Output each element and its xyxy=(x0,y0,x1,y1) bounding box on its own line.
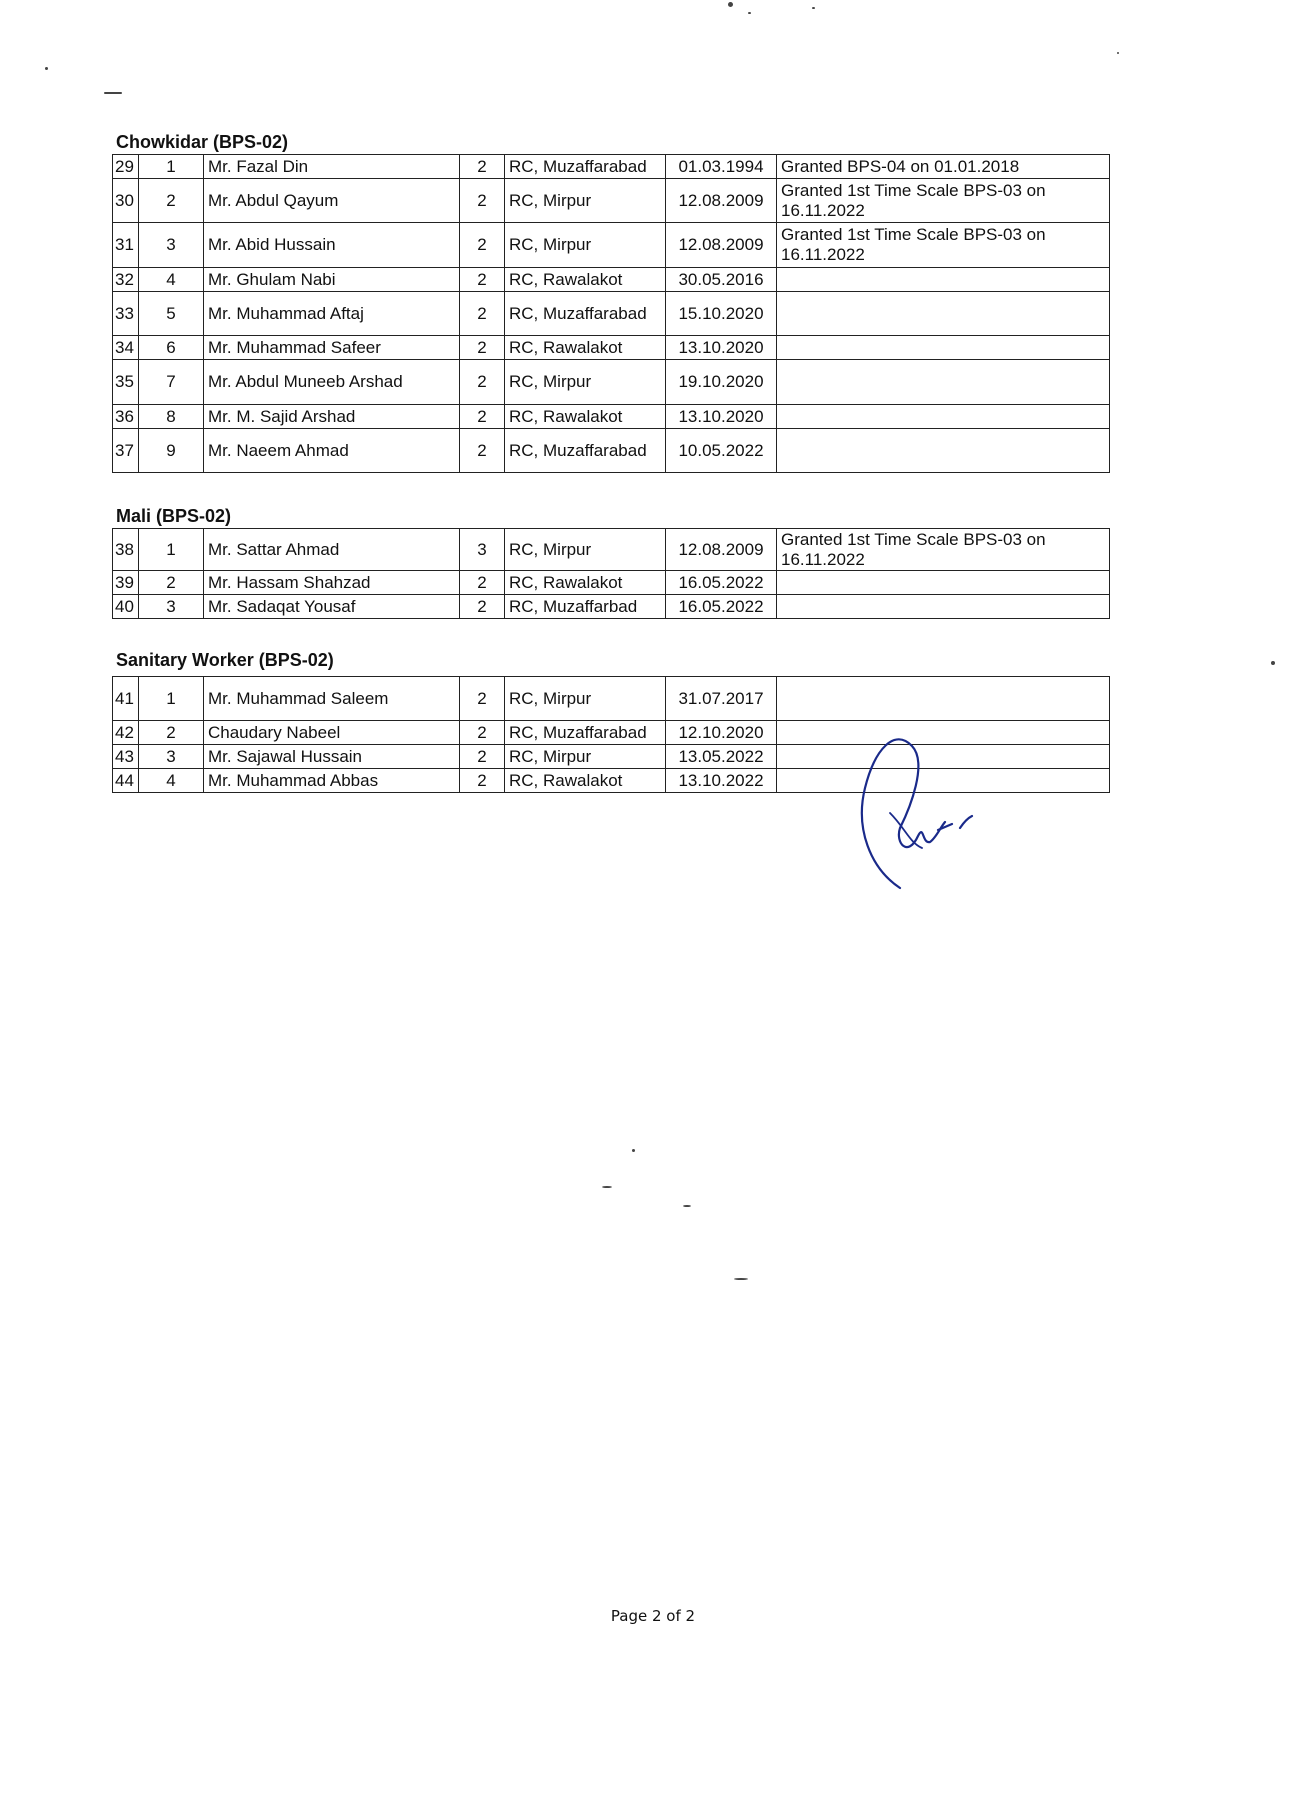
table-row xyxy=(113,336,1110,360)
cell-remarks xyxy=(777,677,1110,721)
cell-date: 12.08.2009 xyxy=(666,179,777,223)
cell-bps: 3 xyxy=(460,529,505,571)
cell-bps: 2 xyxy=(460,429,505,473)
cell-place: RC, Muzaffarabad xyxy=(505,155,666,179)
cell-remarks: Granted BPS-04 on 01.01.2018 xyxy=(777,155,1110,179)
cell-date: 13.10.2020 xyxy=(666,336,777,360)
cell-place: RC, Muzaffarabad xyxy=(505,429,666,473)
scan-speck xyxy=(45,67,48,70)
cell-bps: 2 xyxy=(460,336,505,360)
cell-sr: 44 xyxy=(113,769,139,793)
cell-bps: 2 xyxy=(460,595,505,619)
cell-no: 3 xyxy=(139,595,204,619)
cell-remarks xyxy=(777,292,1110,336)
cell-place: RC, Mirpur xyxy=(505,745,666,769)
cell-sr: 36 xyxy=(113,405,139,429)
cell-sr: 32 xyxy=(113,268,139,292)
cell-remarks xyxy=(777,595,1110,619)
cell-place: RC, Mirpur xyxy=(505,529,666,571)
cell-no: 3 xyxy=(139,223,204,268)
cell-sr: 39 xyxy=(113,571,139,595)
cell-name: Mr. Muhammad Safeer xyxy=(204,336,460,360)
cell-name: Mr. Sattar Ahmad xyxy=(204,529,460,571)
cell-remarks xyxy=(777,405,1110,429)
cell-date: 30.05.2016 xyxy=(666,268,777,292)
scan-speck xyxy=(734,1278,748,1280)
cell-bps: 2 xyxy=(460,721,505,745)
cell-name: Mr. Sajawal Hussain xyxy=(204,745,460,769)
cell-bps: 2 xyxy=(460,292,505,336)
cell-sr: 35 xyxy=(113,360,139,405)
cell-no: 2 xyxy=(139,179,204,223)
cell-no: 1 xyxy=(139,529,204,571)
cell-date: 12.08.2009 xyxy=(666,529,777,571)
cell-remarks: Granted 1st Time Scale BPS-03 on 16.11.2022 xyxy=(777,529,1110,571)
signature-image xyxy=(850,718,1010,898)
cell-no: 2 xyxy=(139,721,204,745)
cell-sr: 37 xyxy=(113,429,139,473)
cell-place: RC, Muzaffarabad xyxy=(505,292,666,336)
cell-remarks xyxy=(777,429,1110,473)
cell-date: 12.08.2009 xyxy=(666,223,777,268)
cell-bps: 2 xyxy=(460,360,505,405)
cell-no: 4 xyxy=(139,268,204,292)
cell-bps: 2 xyxy=(460,571,505,595)
cell-date: 12.10.2020 xyxy=(666,721,777,745)
cell-place: RC, Muzaffarabad xyxy=(505,721,666,745)
cell-date: 13.10.2022 xyxy=(666,769,777,793)
cell-remarks xyxy=(777,571,1110,595)
cell-date: 31.07.2017 xyxy=(666,677,777,721)
cell-place: RC, Mirpur xyxy=(505,223,666,268)
page-number: Page 2 of 2 xyxy=(610,1607,696,1625)
cell-sr: 42 xyxy=(113,721,139,745)
cell-name: Chaudary Nabeel xyxy=(204,721,460,745)
cell-name: Mr. Muhammad Abbas xyxy=(204,769,460,793)
staff-table xyxy=(112,154,1110,473)
cell-sr: 29 xyxy=(113,155,139,179)
cell-name: Mr. M. Sajid Arshad xyxy=(204,405,460,429)
cell-place: RC, Rawalakot xyxy=(505,336,666,360)
cell-sr: 38 xyxy=(113,529,139,571)
cell-name: Mr. Naeem Ahmad xyxy=(204,429,460,473)
cell-no: 5 xyxy=(139,292,204,336)
scan-speck xyxy=(1117,52,1119,54)
table-row xyxy=(113,360,1110,405)
cell-no: 3 xyxy=(139,745,204,769)
section-title: Mali (BPS-02) xyxy=(116,506,232,526)
table-row xyxy=(113,529,1110,571)
cell-date: 19.10.2020 xyxy=(666,360,777,405)
staff-table xyxy=(112,528,1110,619)
cell-place: RC, Rawalakot xyxy=(505,769,666,793)
scan-speck xyxy=(748,12,751,14)
cell-no: 4 xyxy=(139,769,204,793)
cell-date: 10.05.2022 xyxy=(666,429,777,473)
cell-date: 16.05.2022 xyxy=(666,571,777,595)
section-title: Chowkidar (BPS-02) xyxy=(116,132,289,152)
cell-no: 7 xyxy=(139,360,204,405)
cell-remarks xyxy=(777,336,1110,360)
cell-bps: 2 xyxy=(460,179,505,223)
cell-name: Mr. Sadaqat Yousaf xyxy=(204,595,460,619)
cell-date: 01.03.1994 xyxy=(666,155,777,179)
cell-sr: 40 xyxy=(113,595,139,619)
cell-name: Mr. Hassam Shahzad xyxy=(204,571,460,595)
cell-date: 16.05.2022 xyxy=(666,595,777,619)
cell-bps: 2 xyxy=(460,745,505,769)
cell-remarks: Granted 1st Time Scale BPS-03 on 16.11.2022 xyxy=(777,223,1110,268)
cell-bps: 2 xyxy=(460,268,505,292)
cell-sr: 34 xyxy=(113,336,139,360)
table-row xyxy=(113,292,1110,336)
table-row xyxy=(113,405,1110,429)
cell-no: 2 xyxy=(139,571,204,595)
cell-no: 9 xyxy=(139,429,204,473)
cell-bps: 2 xyxy=(460,405,505,429)
scan-speck xyxy=(104,92,122,94)
cell-name: Mr. Fazal Din xyxy=(204,155,460,179)
scan-speck xyxy=(728,2,733,7)
cell-date: 13.05.2022 xyxy=(666,745,777,769)
table-row xyxy=(113,155,1110,179)
cell-place: RC, Mirpur xyxy=(505,360,666,405)
table-row xyxy=(113,571,1110,595)
cell-place: RC, Mirpur xyxy=(505,677,666,721)
table-row xyxy=(113,268,1110,292)
cell-date: 13.10.2020 xyxy=(666,405,777,429)
table-row xyxy=(113,429,1110,473)
cell-place: RC, Muzaffarbad xyxy=(505,595,666,619)
cell-bps: 2 xyxy=(460,769,505,793)
cell-date: 15.10.2020 xyxy=(666,292,777,336)
scan-speck xyxy=(632,1149,635,1152)
section-chowkidar xyxy=(112,130,1110,473)
cell-place: RC, Mirpur xyxy=(505,179,666,223)
cell-place: RC, Rawalakot xyxy=(505,571,666,595)
table-row xyxy=(113,223,1110,268)
table-row xyxy=(113,179,1110,223)
cell-remarks xyxy=(777,360,1110,405)
cell-no: 1 xyxy=(139,677,204,721)
cell-bps: 2 xyxy=(460,677,505,721)
cell-sr: 30 xyxy=(113,179,139,223)
cell-no: 6 xyxy=(139,336,204,360)
table-row xyxy=(113,677,1110,721)
scan-speck xyxy=(1271,661,1275,665)
cell-place: RC, Rawalakot xyxy=(505,268,666,292)
cell-remarks: Granted 1st Time Scale BPS-03 on 16.11.2022 xyxy=(777,179,1110,223)
cell-sr: 43 xyxy=(113,745,139,769)
cell-name: Mr. Muhammad Saleem xyxy=(204,677,460,721)
scan-speck xyxy=(812,7,815,9)
cell-bps: 2 xyxy=(460,223,505,268)
section-title: Sanitary Worker (BPS-02) xyxy=(116,650,334,670)
cell-name: Mr. Ghulam Nabi xyxy=(204,268,460,292)
cell-name: Mr. Abid Hussain xyxy=(204,223,460,268)
cell-name: Mr. Abdul Qayum xyxy=(204,179,460,223)
cell-bps: 2 xyxy=(460,155,505,179)
cell-no: 8 xyxy=(139,405,204,429)
table-row xyxy=(113,595,1110,619)
cell-no: 1 xyxy=(139,155,204,179)
cell-name: Mr. Muhammad Aftaj xyxy=(204,292,460,336)
cell-name: Mr. Abdul Muneeb Arshad xyxy=(204,360,460,405)
scan-speck xyxy=(683,1205,691,1207)
cell-sr: 41 xyxy=(113,677,139,721)
scan-speck xyxy=(602,1186,612,1188)
cell-place: RC, Rawalakot xyxy=(505,405,666,429)
cell-sr: 31 xyxy=(113,223,139,268)
section-mali xyxy=(112,504,1110,619)
cell-sr: 33 xyxy=(113,292,139,336)
cell-remarks xyxy=(777,268,1110,292)
